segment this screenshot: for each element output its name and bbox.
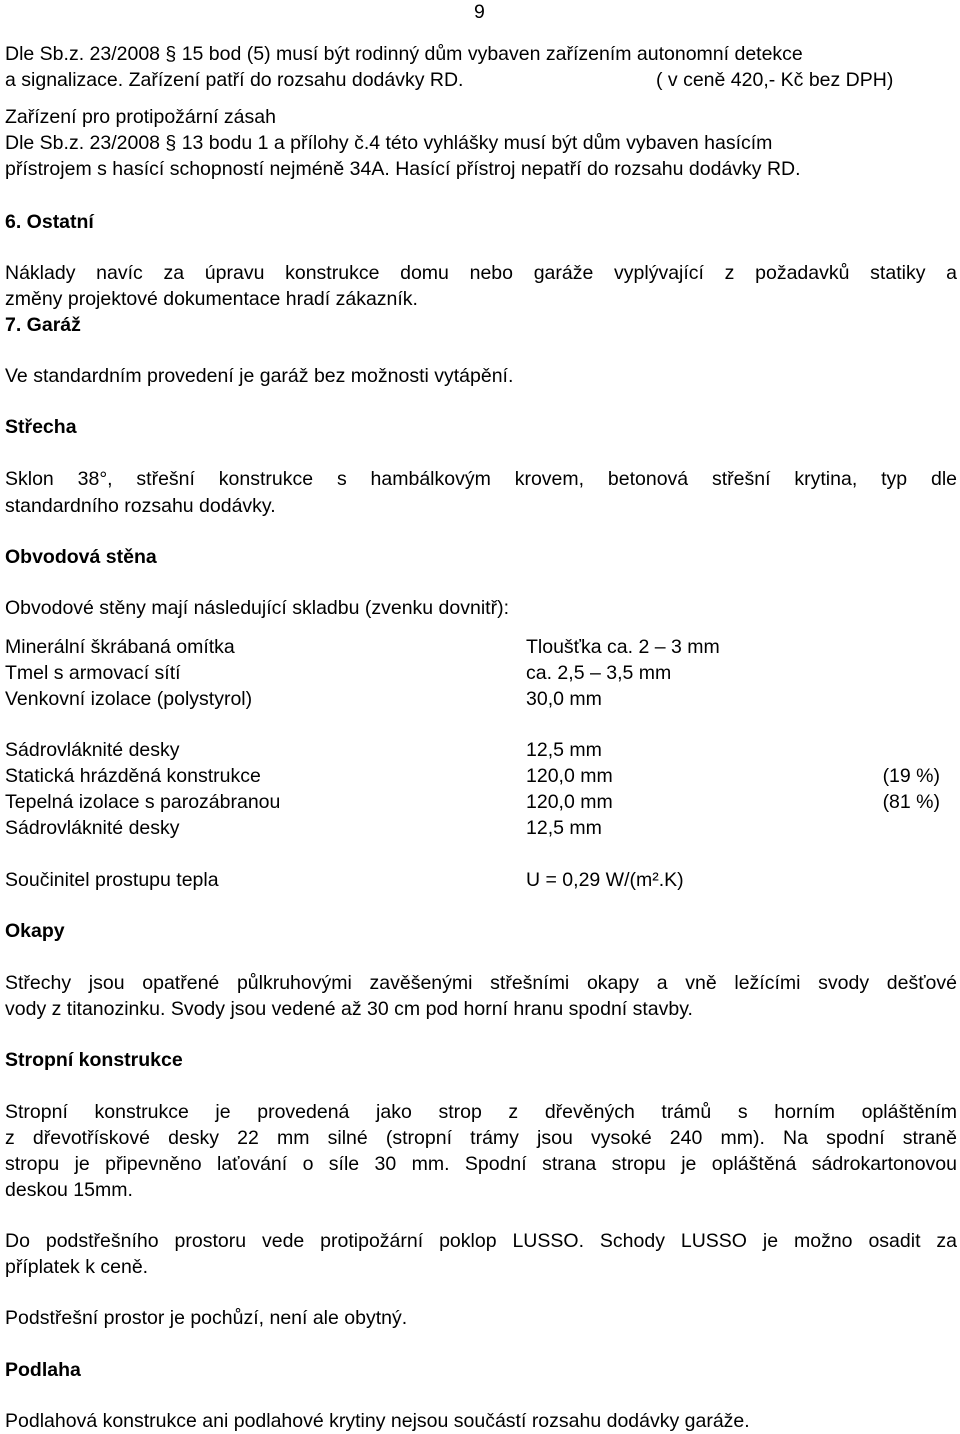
u-value-label: Součinitel prostupu tepla (5, 869, 219, 891)
wall-layer-name: Sádrovláknité desky (5, 817, 180, 839)
intro-line-1: Dle Sb.z. 23/2008 § 15 bod (5) musí být rodinný dům vybaven zařízením autonomní detekce (5, 43, 803, 65)
ceiling-line-5: Do podstřešního prostoru vede protipožární poklop LUSSO. Schody LUSSO je možno osadit za (5, 1230, 957, 1252)
ceiling-line-7: Podstřešní prostor je pochůzí, není ale obytný. (5, 1307, 408, 1329)
ceiling-line-4: deskou 15mm. (5, 1179, 133, 1201)
wall-layer-value: 12,5 mm (526, 739, 602, 761)
section-7-heading: 7. Garáž (5, 314, 81, 336)
gutters-heading: Okapy (5, 920, 65, 942)
gutters-line-2: vody z titanozinku. Svody jsou vedené až 30 cm pod horní hranu spodní stavby. (5, 998, 693, 1020)
u-value: U = 0,29 W/(m².K) (526, 869, 684, 891)
roof-line-2: standardního rozsahu dodávky. (5, 495, 276, 517)
intro-line-5: přístrojem s hasící schopností nejméně 34A. Hasící přístroj nepatří do rozsahu dodávky RD. (5, 158, 801, 180)
ceiling-line-2: z dřevotřískové desky 22 mm silné (stropní trámy jsou vysoké 240 mm). Na spodní straně (5, 1127, 957, 1149)
gutters-line-1: Střechy jsou opatřené půlkruhovými zavěšenými střešními okapy a vně ležícími svody dešťové (5, 972, 957, 994)
ceiling-heading: Stropní konstrukce (5, 1049, 183, 1071)
wall-layer-value: 120,0 mm (526, 791, 613, 813)
intro-line-4: Dle Sb.z. 23/2008 § 13 bodu 1 a přílohy č.4 této vyhlášky musí být dům vybaven hasícím (5, 132, 773, 154)
intro-price: ( v ceně 420,- Kč bez DPH) (656, 69, 894, 91)
wall-layer-value: 30,0 mm (526, 688, 602, 710)
section-6-heading: 6. Ostatní (5, 211, 94, 233)
ceiling-line-1: Stropní konstrukce je provedená jako strop z dřevěných trámů s horním opláštěním (5, 1101, 957, 1123)
wall-layer-name: Sádrovláknité desky (5, 739, 180, 761)
section-6-line-2: změny projektové dokumentace hradí zákazník. (5, 288, 418, 310)
wall-layer-value: 12,5 mm (526, 817, 602, 839)
wall-heading: Obvodová stěna (5, 546, 157, 568)
ceiling-line-6: příplatek k ceně. (5, 1256, 149, 1278)
page-number: 9 (474, 1, 485, 23)
wall-layer-percent: (81 %) (882, 791, 940, 813)
fire-equipment-heading: Zařízení pro protipožární zásah (5, 106, 276, 128)
roof-line-1: Sklon 38°, střešní konstrukce s hambálkovým krovem, betonová střešní krytina, typ dle (5, 468, 957, 490)
wall-layer-value: ca. 2,5 – 3,5 mm (526, 662, 672, 684)
wall-layer-value: 120,0 mm (526, 765, 613, 787)
wall-layer-name: Tepelná izolace s parozábranou (5, 791, 281, 813)
wall-layer-name: Minerální škrábaná omítka (5, 636, 235, 658)
section-6-line-1: Náklady navíc za úpravu konstrukce domu nebo garáže vyplývající z požadavků statiky a (5, 262, 957, 284)
floor-heading: Podlaha (5, 1359, 81, 1381)
roof-heading: Střecha (5, 416, 77, 438)
floor-text: Podlahová konstrukce ani podlahové krytiny nejsou součástí rozsahu dodávky garáže. (5, 1410, 750, 1432)
intro-line-2: a signalizace. Zařízení patří do rozsahu dodávky RD. (5, 69, 464, 91)
section-7-text: Ve standardním provedení je garáž bez možnosti vytápění. (5, 365, 514, 387)
wall-layer-value: Tloušťka ca. 2 – 3 mm (526, 636, 720, 658)
wall-intro: Obvodové stěny mají následující skladbu (zvenku dovnitř): (5, 597, 510, 619)
wall-layer-name: Venkovní izolace (polystyrol) (5, 688, 253, 710)
wall-layer-name: Tmel s armovací sítí (5, 662, 181, 684)
wall-layer-name: Statická hrázděná konstrukce (5, 765, 261, 787)
ceiling-line-3: stropu je připevněno laťování o síle 30 mm. Spodní strana stropu je opláštěná sádrokartonovou (5, 1153, 957, 1175)
wall-layer-percent: (19 %) (882, 765, 940, 787)
